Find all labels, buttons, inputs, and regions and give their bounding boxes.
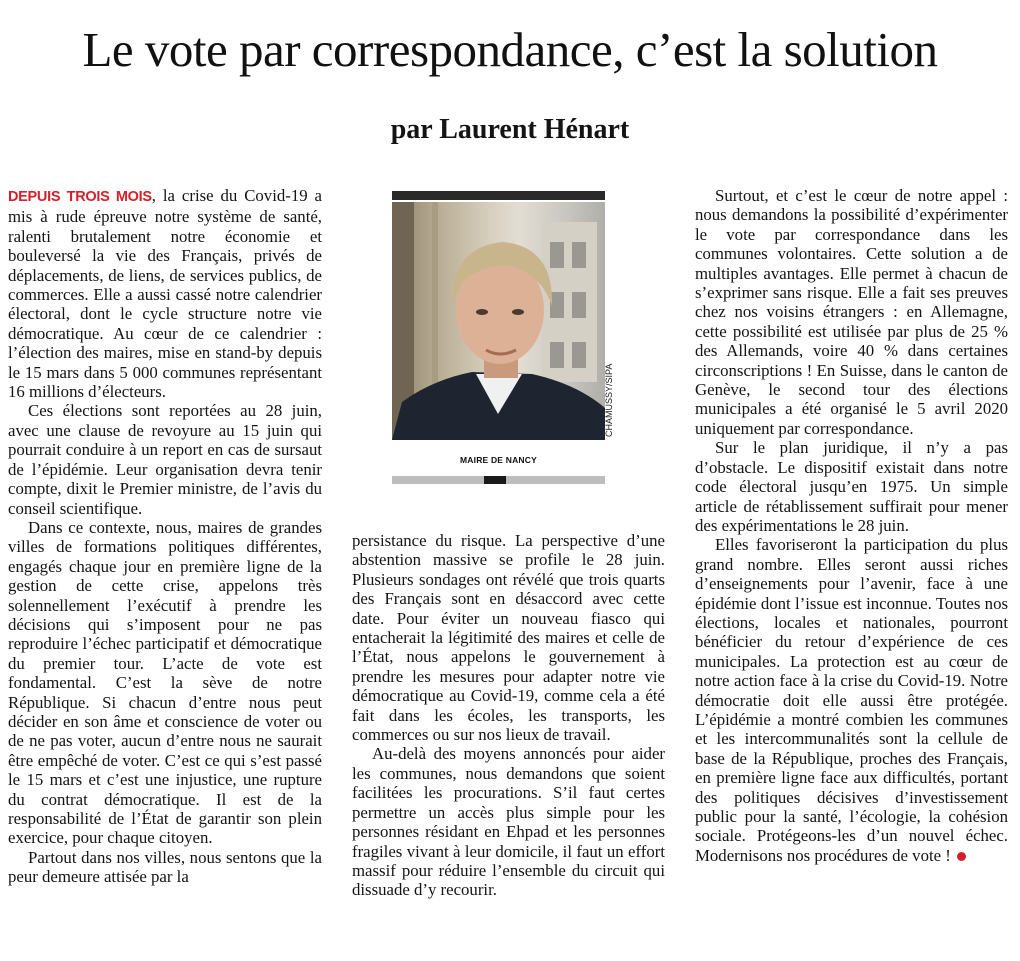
end-mark-icon <box>957 852 966 861</box>
author-portrait <box>392 202 605 440</box>
byline: par Laurent Hénart <box>390 114 630 145</box>
paragraph-text: Elles favoriseront la participation du plus grand nombre. Elles seront aussi riches d’enseignements pour l’avenir, face à une épidémie dont l’issue est inconnue. Toutes nos élections, locales et nationales, pourront bénéficier du retour d’expérience de ces municipales. La protection est au cœur de notre action face à la crise du Covid-19. Notre démocratie doit elle aussi être protégée. L’épidémie a montré combien les communes et les intercommunalités sont la cellule de base de la République, proches des Français, en première ligne face aux difficultés, portant des politiques décisives d’investissement public pour la santé, l’écologie, la cohésion sociale. Protégeons-les d’un nouvel échec. Modernisons nos procédures de vote ! <box>695 535 1008 865</box>
paragraph: Surtout, et c’est le cœur de notre appel : nous demandons la possibilité d’expérimenter le vote par correspondance dans les communes volontaires. Cette solution a de multiples avantages. Elle permet à chacun de s’exprimer sans risque. Elle a fait ses preuves chez nos voisins étrangers : en Allemagne, cette possibilité est utilisée par plus de 25 % des Allemands, voire 40 % dans certaines circonscriptions ! En Suisse, dans le canton de Genève, le second tour des élections municipales a été organisé le 5 avril 2020 uniquement par correspondance. <box>695 186 1008 438</box>
paragraph: Dans ce contexte, nous, maires de grandes villes de formations politiques différentes, engagés chaque jour en première ligne de la gestion de cette crise, appelons très solennellement l’exécutif à prendre les décisions qui s’imposent pour ne pas reproduire l’échec participatif et démocratique du premier tour. L’acte de vote est fondamental. C’est la sève de notre République. Si chacun d’entre nous peut décider en son âme et conscience de voter ou de ne pas voter, aucun d’entre nous ne saurait être empêché de voter. C’est ce qui s’est passé le 15 mars et c’est une injustice, une rupture du contrat démocratique. Il est de la responsabilité de l’État de garantir son plein exercice, pour chaque citoyen. <box>8 517 322 848</box>
paragraph: Sur le plan juridique, il n’y a pas d’obstacle. Le dispositif existait dans notre code électoral jusqu’en 1975. Un simple article de rétablissement suffirait pour mener des expérimentations le 28 juin. <box>695 438 1008 535</box>
paragraph: Au-delà des moyens annoncés pour aider les communes, nous demandons que soient facilitées les procurations. S’il faut certes permettre un accès plus simple pour les personnes résidant en Ehpad et les personnes fragiles vivant à leur domicile, il faut un effort massif pour réduire l’ensemble du circuit qui dissuade d’y recourir. <box>352 744 665 900</box>
lead-in: DEPUIS TROIS MOIS <box>8 189 152 205</box>
photo-credit: CHAMUSSY/SIPA <box>604 363 614 437</box>
author-photo-block <box>392 191 614 487</box>
paragraph: Partout dans nos villes, nous sentons que la peur demeure attisée par la <box>8 847 322 887</box>
portrait-illustration <box>392 202 605 440</box>
paragraph <box>695 535 1008 865</box>
photo-top-rule <box>392 191 605 200</box>
article-column-3 <box>695 186 1008 865</box>
paragraph-text: , la crise du Covid-19 a mis à rude épreuve notre système de santé, ralenti brutalement notre économie et bouleversé la vie des Français, privés de déplacements, de liens, de services publics, de commerces. Elle a aussi cassé notre calendrier électoral, dont le cycle structure notre vie démocratique. Au cœur de ce calendrier : l’élection des maires, mise en stand-by depuis le 15 mars dans 5 000 communes représentant 16 millions d’électeurs. <box>8 186 322 402</box>
paragraph: persistance du risque. La perspective d’une abstention massive se profile le 28 juin. Plusieurs sondages ont révélé que trois quarts des Français sont en désaccord avec cette date. Pour éviter un nouveau fiasco qui entacherait la légitimité des maires et celle de l’État, nous appelons le gouvernement à prendre les mesures pour adapter notre vie démocratique au Covid-19, comme cela a été fait dans les écoles, les transports, les commerces ou sur nos lieux de travail. <box>352 531 665 745</box>
headline: Le vote par correspondance, c’est la solution <box>82 22 938 77</box>
article-column-1 <box>8 186 322 887</box>
paragraph: Ces élections sont reportées au 28 juin, avec une clause de revoyure au 15 juin qui pourrait conduire à un report en cas de sursaut de l’épidémie. Leur organisation devra tenir compte, dixit le Premier ministre, de l’avis du conseil scientifique. <box>8 401 322 518</box>
paragraph <box>8 186 322 401</box>
photo-caption: MAIRE DE NANCY <box>460 455 537 465</box>
article-column-2 <box>352 531 665 900</box>
caption-rule-marker <box>484 476 506 484</box>
